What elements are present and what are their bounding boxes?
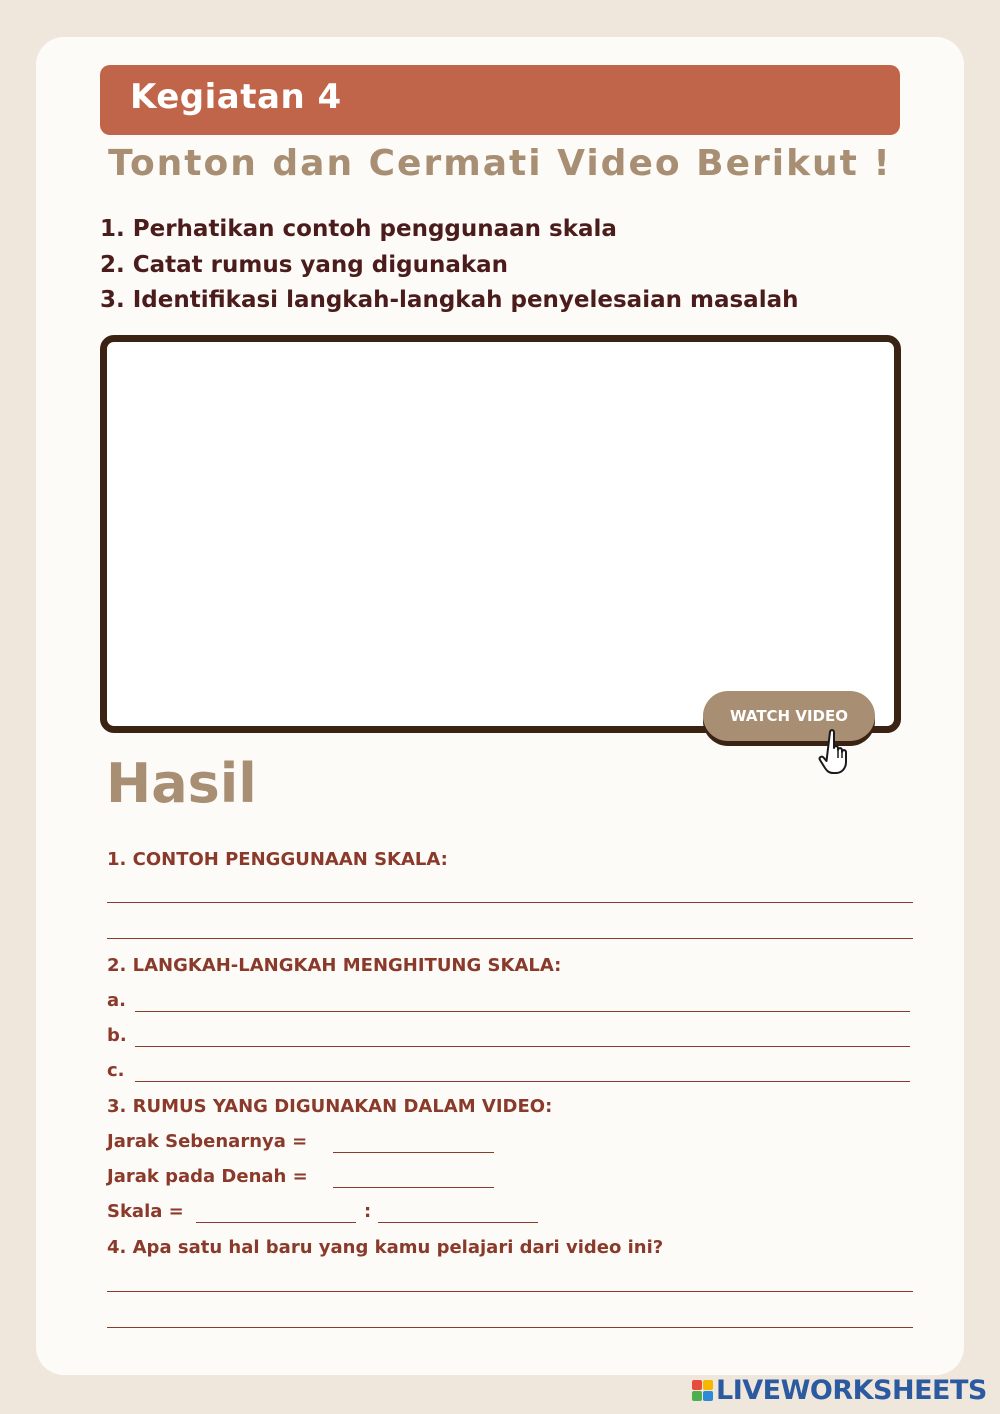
formula-label: Jarak pada Denah = xyxy=(107,1166,308,1187)
answer-line[interactable] xyxy=(135,1046,910,1047)
step-label: a. xyxy=(107,990,126,1011)
answer-line[interactable] xyxy=(107,1327,913,1328)
activity-header xyxy=(100,65,900,135)
activity-title: Kegiatan 4 xyxy=(130,77,342,117)
question-3-heading: 3. RUMUS YANG DIGUNAKAN DALAM VIDEO: xyxy=(107,1096,553,1117)
pointer-hand-icon xyxy=(818,728,858,776)
answer-line[interactable] xyxy=(107,1291,913,1292)
results-title: Hasil xyxy=(106,752,257,815)
watch-video-button[interactable]: WATCH VIDEO xyxy=(703,691,875,741)
answer-line[interactable] xyxy=(107,938,913,939)
answer-line[interactable] xyxy=(378,1222,538,1223)
logo-text: LIVEWORKSHEETS xyxy=(716,1374,987,1406)
answer-line[interactable] xyxy=(135,1011,910,1012)
question-1-heading: 1. CONTOH PENGGUNAAN SKALA: xyxy=(107,849,448,870)
answer-line[interactable] xyxy=(333,1187,494,1188)
question-4-text: 4. Apa satu hal baru yang kamu pelajari dari video ini? xyxy=(107,1237,664,1258)
step-label: b. xyxy=(107,1025,127,1046)
step-label: c. xyxy=(107,1060,125,1081)
question-2-heading: 2. LANGKAH-LANGKAH MENGHITUNG SKALA: xyxy=(107,955,562,976)
activity-subtitle: Tonton dan Cermati Video Berikut ! xyxy=(108,143,892,184)
instruction-item: 2. Catat rumus yang digunakan xyxy=(100,251,509,278)
answer-line[interactable] xyxy=(333,1152,494,1153)
liveworksheets-logo xyxy=(692,1373,987,1407)
formula-label: Skala = xyxy=(107,1201,184,1222)
instruction-list xyxy=(100,212,798,319)
formula-label: Jarak Sebenarnya = xyxy=(107,1131,308,1152)
answer-line[interactable] xyxy=(135,1081,910,1082)
video-frame[interactable] xyxy=(100,335,901,733)
answer-line[interactable] xyxy=(196,1222,356,1223)
answer-line[interactable] xyxy=(107,902,913,903)
liveworksheets-logo-icon xyxy=(692,1380,713,1401)
instruction-item: 3. Identifikasi langkah-langkah penyelesaian masalah xyxy=(100,287,799,313)
ratio-separator: : xyxy=(364,1201,372,1222)
instruction-item: 1. Perhatikan contoh penggunaan skala xyxy=(100,216,617,242)
